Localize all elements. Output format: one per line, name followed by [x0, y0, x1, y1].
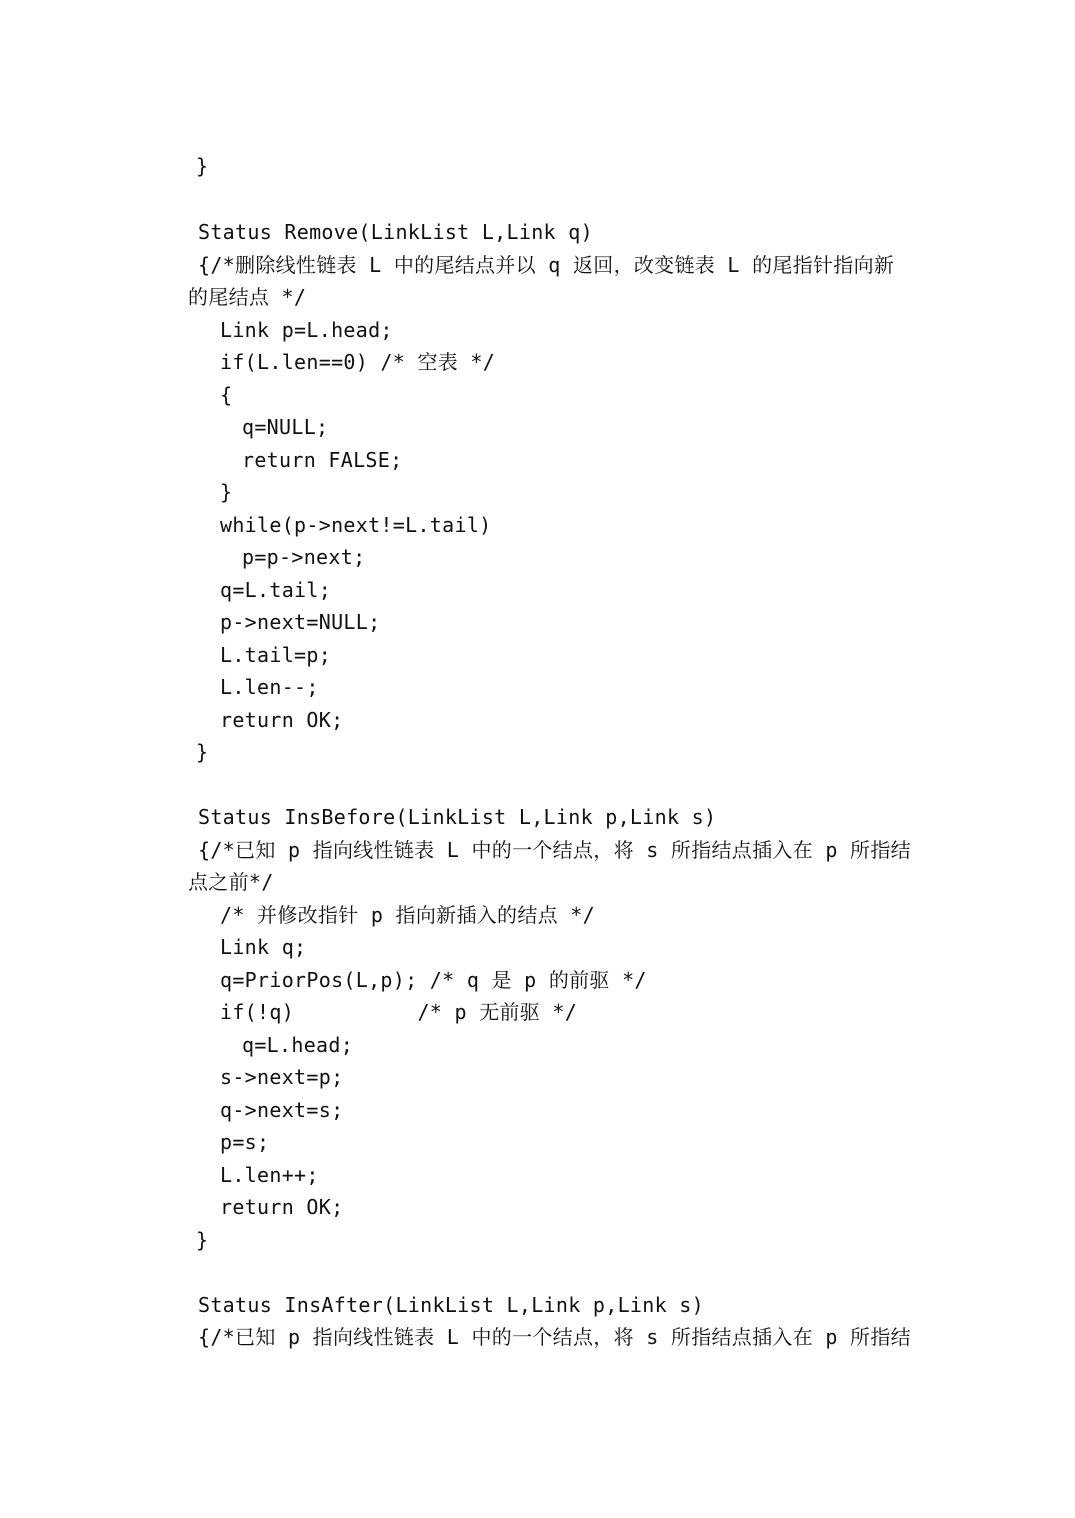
code-line: q=L.head;	[242, 1033, 354, 1057]
code-line: }	[196, 740, 209, 764]
code-line: p=p->next;	[242, 545, 366, 569]
code-line: if(!q) /* p 无前驱 */	[220, 1000, 578, 1024]
code-line: return OK;	[220, 1195, 344, 1219]
comment-line: 点之前*/	[188, 870, 274, 894]
function-signature: Status InsAfter(LinkList L,Link p,Link s)	[198, 1293, 704, 1317]
function-signature: Status InsBefore(LinkList L,Link p,Link s)	[198, 805, 717, 829]
code-line: if(L.len==0) /* 空表 */	[220, 350, 496, 374]
comment-line: {/*已知 p 指向线性链表 L 中的一个结点，将 s 所指结点插入在 p 所指结	[198, 838, 911, 862]
code-line: }	[196, 1228, 209, 1252]
code-line: L.len++;	[220, 1163, 319, 1187]
code-line: }	[196, 154, 209, 178]
code-line: p=s;	[220, 1130, 270, 1154]
code-line: L.len--;	[220, 675, 319, 699]
comment-line: 的尾结点 */	[188, 285, 307, 309]
code-line: while(p->next!=L.tail)	[220, 513, 492, 537]
code-line: q=PriorPos(L,p); /* q 是 p 的前驱 */	[220, 968, 647, 992]
code-line: q=L.tail;	[220, 578, 332, 602]
comment-line: {/*删除线性链表 L 中的尾结点并以 q 返回，改变链表 L 的尾指针指向新	[198, 253, 895, 277]
code-line: return OK;	[220, 708, 344, 732]
code-line: p->next=NULL;	[220, 610, 381, 634]
code-line: return FALSE;	[242, 448, 403, 472]
code-line: Link p=L.head;	[220, 318, 393, 342]
code-line: s->next=p;	[220, 1065, 344, 1089]
function-signature: Status Remove(LinkList L,Link q)	[198, 220, 593, 244]
code-line: L.tail=p;	[220, 643, 332, 667]
code-line: }	[220, 480, 233, 504]
code-line: {	[220, 383, 233, 407]
comment-line: /* 并修改指针 p 指向新插入的结点 */	[220, 903, 595, 927]
comment-line: {/*已知 p 指向线性链表 L 中的一个结点，将 s 所指结点插入在 p 所指结	[198, 1325, 911, 1349]
code-line: q->next=s;	[220, 1098, 344, 1122]
code-line: q=NULL;	[242, 415, 329, 439]
code-line: Link q;	[220, 935, 307, 959]
